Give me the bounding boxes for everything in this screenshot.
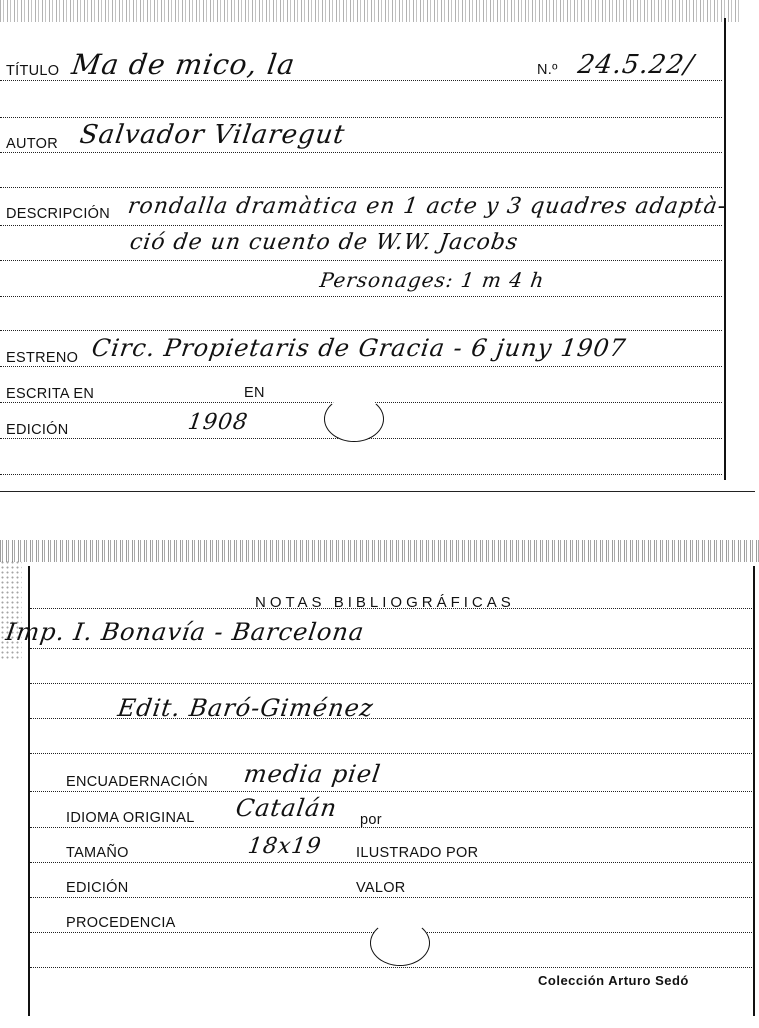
titulo-label: TÍTULO [6,63,60,79]
estreno-label: ESTRENO [6,350,79,366]
rule-line [0,187,722,188]
rule-line [30,862,752,863]
numero-value: 24.5.22/ [575,50,697,80]
en-label: EN [244,385,265,401]
rule-line [30,827,752,828]
edicion-value: 1908 [186,410,250,435]
edicion-label-bottom: EDICIÓN [66,880,129,896]
catalog-card-bottom [0,530,759,1028]
edicion-label: EDICIÓN [6,422,69,438]
rule-line [0,296,722,297]
por-label: por [360,812,382,828]
idioma-value: Catalán [234,794,340,822]
valor-label: VALOR [356,880,406,896]
procedencia-label: PROCEDENCIA [66,915,176,931]
autor-value: Salvador Vilaregut [77,120,348,150]
idioma-label: IDIOMA ORIGINAL [66,810,195,826]
rule-line [0,330,722,331]
punch-hole [324,396,384,442]
catalog-card-top [0,0,759,500]
card-edge-right [724,18,726,480]
ilustrado-label: ILUSTRADO POR [356,845,479,861]
card-edge-right [753,566,755,1016]
rule-line [0,366,722,367]
scan-noise-top [0,540,759,562]
punch-hole [370,920,430,966]
collection-credit: Colección Arturo Sedó [538,973,689,988]
rule-line [30,967,752,968]
rule-line [0,225,722,226]
card-cut-line [0,491,755,492]
rule-line [0,117,722,118]
rule-line [30,683,752,684]
descripcion-label: DESCRIPCIÓN [6,206,111,222]
tamano-value: 18x19 [246,834,324,859]
notas-heading: NOTAS BIBLIOGRÁFICAS [255,594,515,611]
escrita-label: ESCRITA EN [6,386,95,402]
tamano-label: TAMAÑO [66,845,129,861]
descripcion-line-3: Personages: 1 m 4 h [318,268,547,292]
rule-line [30,753,752,754]
rule-line [30,791,752,792]
rule-line [30,897,752,898]
encuadernacion-value: media piel [242,760,383,788]
rule-line [0,152,722,153]
titulo-value: Ma de mico, la [69,48,298,81]
scan-noise-top [0,0,740,22]
rule-line [0,260,722,261]
notes-line-2: Edit. Baró-Giménez [116,694,376,722]
rule-line [30,648,752,649]
descripcion-line-2: ció de un cuento de W.W. Jacobs [128,230,521,255]
descripcion-line-1: rondalla dramàtica en 1 acte y 3 quadres adaptà- [126,194,729,219]
notes-line-1: Imp. I. Bonavía - Barcelona [4,618,367,646]
encuadernacion-label: ENCUADERNACIÓN [66,774,208,790]
estreno-value: Circ. Propietaris de Gracia - 6 juny 1907 [90,334,628,362]
numero-label: N.º [537,62,558,78]
autor-label: AUTOR [6,136,58,152]
rule-line [0,474,722,475]
